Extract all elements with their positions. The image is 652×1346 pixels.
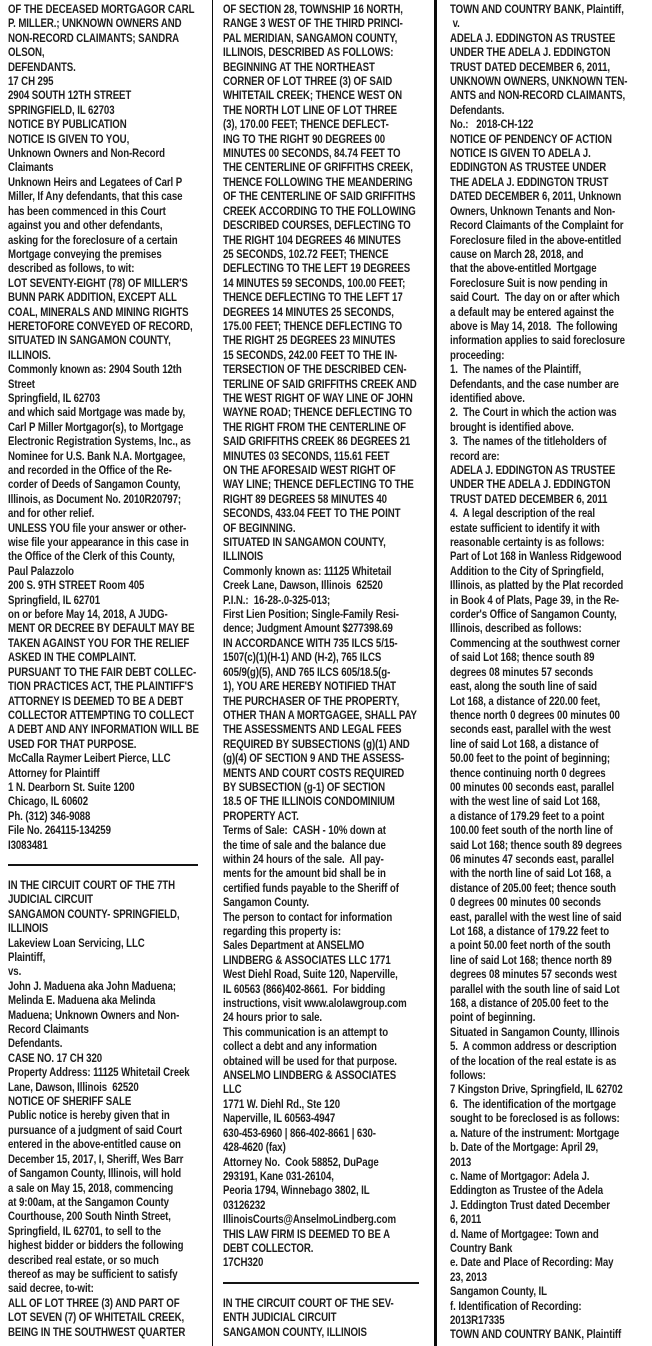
notice-line: Lakeview Loan Servicing, LLC <box>8 937 145 950</box>
notice-line: in Book 4 of Plats, Page 39, in the Re- <box>450 594 620 607</box>
notice-line: 1507(c)(1)(H-1) AND (H-2), 765 ILCS <box>223 652 382 665</box>
notice-line: 605/9(g)(5), AND 765 ILCS 605/18.5(g- <box>223 666 391 679</box>
notice-line: ENTH JUDICIAL CIRCUIT <box>223 1312 337 1325</box>
notice-line: IL 60563 (866)402-8661. For bidding <box>223 983 386 996</box>
notice-line: SPRINGFIELD, IL 62703 <box>8 104 115 117</box>
notice-line: 2013R17335 <box>450 1314 505 1327</box>
notice-line: Sangamon County. <box>223 897 309 910</box>
notice-line: DEFENDANTS. <box>8 61 76 74</box>
notice-line: P. MILLER.; UNKNOWN OWNERS AND <box>8 18 182 31</box>
notice-line: 03126232 <box>223 1199 266 1212</box>
notice-line: and recorded in the Office of the Re- <box>8 465 172 477</box>
notice-line: corder's Office of Sangamon County, <box>450 609 617 622</box>
notice-line: Public notice is hereby given that in <box>8 1110 170 1123</box>
notice-line: v. <box>450 18 460 31</box>
notice-line: SITUATED IN SANGAMON COUNTY, <box>223 537 386 550</box>
notice-line: Ph. (312) 346-9088 <box>8 810 91 823</box>
notice-line: a distance of 179.29 feet to a point <box>450 810 605 823</box>
notice-line: ILLINOIS <box>8 923 49 936</box>
notice-line: ADELA J. EDDINGTON AS TRUSTEE <box>450 465 616 477</box>
notice-line: P.I.N.: 16-28-.0-325-013; <box>223 594 331 607</box>
notice-line: Foreclosure filed in the above-entitled <box>450 234 622 247</box>
notice-line: 17 CH 295 <box>8 76 54 89</box>
notice-line: line of said Lot 168; thence north 89 <box>450 954 612 967</box>
notice-line: said Court. The day on or after which <box>450 292 620 305</box>
notice-line: entered in the above-entitled cause on <box>8 1139 181 1152</box>
notice-line: OTHER THAN A MORTGAGEE, SHALL PAY <box>223 709 417 722</box>
notice-line: OF THE CENTERLINE OF SAID GRIFFITHS <box>223 191 416 204</box>
notice-line: SANGAMON COUNTY, ILLINOIS <box>223 1326 367 1339</box>
notice-line: Attorney No. Cook 58852, DuPage <box>223 1156 379 1169</box>
notice-line: CREEK ACCORDING TO THE FOLLOWING <box>223 205 416 218</box>
notice-divider <box>8 864 198 866</box>
notice-line: MENT OR DECREE BY DEFAULT MAY BE <box>8 623 195 636</box>
notice-line: asking for the foreclosure of a certain <box>8 234 178 247</box>
notice-line: DEBT COLLECTOR. <box>223 1242 314 1255</box>
notice-line: with the west line of said Lot 168, <box>450 796 601 809</box>
notice-line: OLSON, <box>8 47 45 60</box>
notice-line: THE NORTH LOT LINE OF LOT THREE <box>223 104 397 117</box>
notice-line: TERSECTION OF THE DESCRIBED CEN- <box>223 364 407 377</box>
notice-line: 24 hours prior to sale. <box>223 1012 323 1025</box>
notice-line: said decree, to-wit: <box>8 1283 94 1296</box>
notice-line: above is May 14, 2018. The following <box>450 320 618 333</box>
notice-line: THE PURCHASER OF THE PROPERTY, <box>223 695 400 708</box>
notice-line: Attorney for Plaintiff <box>8 767 100 780</box>
notice-line: ASKED IN THE COMPLAINT. <box>8 652 136 665</box>
notice-line: THE WEST RIGHT OF WAY LINE OF JOHN <box>223 392 413 405</box>
notice-line: at 9:00am, at the Sangamon County <box>8 1196 169 1209</box>
notice-line: thence north 0 degrees 00 minutes 00 <box>450 709 620 722</box>
notice-line: RIGHT 89 DEGREES 58 MINUTES 40 <box>223 493 387 506</box>
notice-line: TOWN AND COUNTRY BANK, Plaintiff, <box>450 4 624 16</box>
notice-line: USED FOR THAT PURPOSE. <box>8 738 137 751</box>
notice-line: First Lien Position; Single-Family Resi- <box>223 609 399 622</box>
notice-line: EDDINGTON AS TRUSTEE UNDER <box>450 162 607 175</box>
notice-line: against you and other defendants, <box>8 220 163 233</box>
notice-line: Commencing at the southwest corner <box>450 637 620 650</box>
notice-line: of Sangamon County, Illinois, will hold <box>8 1168 182 1181</box>
notice-line: 0 degrees 00 minutes 00 seconds <box>450 897 601 910</box>
notice-line: UNDER THE ADELA J. EDDINGTON <box>450 479 611 492</box>
notice-line: ILLINOIS <box>223 551 264 564</box>
notice-line: a point 50.00 feet north of the south <box>450 940 611 953</box>
notice-line: 100.00 feet south of the north line of <box>450 825 613 838</box>
notice-line: Addition to the City of Springfield, <box>450 565 604 578</box>
notice-column-3 <box>437 0 652 1346</box>
notice-line: Eddington as Trustee of the Adela <box>450 1185 604 1198</box>
notice-line: 6, 2011 <box>450 1214 482 1227</box>
notice-line: described as follows, to wit: <box>8 263 135 276</box>
notice-line: Commonly known as: 2904 South 12th <box>8 364 182 377</box>
notice-line: described real estate, or so much <box>8 1254 159 1267</box>
notice-line: collect a debt and any information <box>223 1041 377 1054</box>
notice-line: TAKEN AGAINST YOU FOR THE RELIEF <box>8 637 190 650</box>
notice-line: BY SUBSECTION (g-1) OF SECTION <box>223 781 386 794</box>
notice-line: 1. The names of the Plaintiff, <box>450 364 582 377</box>
notice-line: ATTORNEY IS DEEMED TO BE A DEBT <box>8 695 184 708</box>
notice-line: with the north line of said Lot 168, a <box>450 868 612 881</box>
notice-line: 3. The names of the titleholders of <box>450 436 607 449</box>
notice-line: BEGINNING AT THE NORTHEAST <box>223 61 375 74</box>
notice-line: ANTS and NON-RECORD CLAIMANTS, <box>450 90 626 103</box>
notice-line: TERLINE OF SAID GRIFFITHS CREEK AND <box>223 378 417 391</box>
notice-line: THENCE FOLLOWING THE MEANDERING <box>223 176 413 189</box>
notice-line: a default may be entered against the <box>450 306 614 319</box>
notice-line: (3), 170.00 FEET; THENCE DEFLECT- <box>223 119 389 132</box>
notice-line: No.: 2018-CH-122 <box>450 119 534 132</box>
notice-line: MINUTES 00 SECONDS, 84.74 FEET TO <box>223 148 401 161</box>
notice-line: and which said Mortgage was made by, <box>8 407 186 420</box>
notice-line: 7 Kingston Drive, Springfield, IL 62702 <box>450 1084 623 1097</box>
notice-line: 1 N. Dearborn St. Suite 1200 <box>8 781 135 794</box>
notice-line: 2013 <box>450 1156 472 1169</box>
notice-line: f. Identification of Recording: <box>450 1300 582 1313</box>
notice-line: Chicago, IL 60602 <box>8 796 89 809</box>
notice-line: A DEBT AND ANY INFORMATION WILL BE <box>8 724 199 737</box>
notice-line: Creek Lane, Dawson, Illinois 62520 <box>223 580 383 593</box>
notice-line: thence continuing north 0 degrees <box>450 767 606 780</box>
notice-line: LOT SEVENTY-EIGHT (78) OF MILLER'S <box>8 277 188 290</box>
notice-line: Unknown Heirs and Legatees of Carl P <box>8 176 183 189</box>
notice-line: This communication is an attempt to <box>223 1026 389 1039</box>
notice-line: information applies to said foreclosure <box>450 335 625 348</box>
notice-line: UNDER THE ADELA J. EDDINGTON <box>450 47 611 60</box>
notice-line: SECONDS, 433.04 FEET TO THE POINT <box>223 508 401 521</box>
notice-line: 428-4620 (fax) <box>223 1142 286 1155</box>
notice-line: MINUTES 03 SECONDS, 115.61 FEET <box>223 450 390 463</box>
notice-line: of said Lot 168; thence south 89 <box>450 652 595 665</box>
notice-line: PROPERTY ACT. <box>223 810 299 823</box>
notice-line: Part of Lot 168 in Wanless Ridgewood <box>450 551 622 564</box>
notice-line: DATED DECEMBER 6, 2011, Unknown <box>450 191 622 204</box>
notice-line: Defendants. <box>450 104 505 117</box>
notice-line: TRUST DATED DECEMBER 6, 2011 <box>450 493 608 506</box>
notice-line: Paul Palazzolo <box>8 565 74 578</box>
notice-line: IllinoisCourts@AnselmoLindberg.com <box>223 1214 396 1227</box>
notice-line: degrees 08 minutes 57 seconds west <box>450 969 617 982</box>
notice-line: reasonable certainty is as follows: <box>450 537 605 550</box>
notice-line: point of beginning. <box>450 1012 536 1025</box>
notice-line: 6. The identification of the mortgage <box>450 1098 616 1111</box>
notice-line: Springfield, IL 62703 <box>8 392 101 405</box>
notice-line: a. Nature of the instrument: Mortgage <box>450 1127 620 1140</box>
notice-line: SITUATED IN SANGAMON COUNTY, <box>8 335 171 348</box>
notice-line: December 15, 2017, I, Sheriff, Wes Barr <box>8 1153 184 1166</box>
notice-line: Terms of Sale: CASH - 10% down at <box>223 825 386 838</box>
notice-line: brought is identified above. <box>450 421 574 434</box>
notice-line: highest bidder or bidders the following <box>8 1240 184 1253</box>
notice-line: Defendants. <box>8 1038 63 1051</box>
notice-line: McCalla Raymer Leibert Pierce, LLC <box>8 753 171 766</box>
notice-line: DESCRIBED COURSES, DEFLECTING TO <box>223 220 411 233</box>
notice-line: ANSELMO LINDBERG & ASSOCIATES <box>223 1070 397 1083</box>
notice-line: Illinois, described as follows: <box>450 623 582 636</box>
notice-line: COLLECTOR ATTEMPTING TO COLLECT <box>8 709 194 722</box>
notice-line: THENCE DEFLECTING TO THE LEFT 17 <box>223 292 403 305</box>
notice-line: identified above. <box>450 392 525 405</box>
notice-line: a sale on May 15, 2018, commencing <box>8 1182 174 1195</box>
notice-line: said Lot 168; thence south 89 degrees <box>450 839 622 852</box>
notice-line: 4. A legal description of the real <box>450 508 596 521</box>
notice-line: THE ASSESSMENTS AND LEGAL FEES <box>223 724 402 737</box>
notice-line: Illinois, as Document No. 2010R20797; <box>8 493 181 506</box>
notice-block <box>223 1297 427 1340</box>
notice-line: dence; Judgment Amount $277398.69 <box>223 623 393 636</box>
notice-line: pursuance of a judgment of said Court <box>8 1124 183 1137</box>
notice-line: e. Date and Place of Recording: May <box>450 1257 614 1270</box>
notice-line: CASE NO. 17 CH 320 <box>8 1052 103 1065</box>
notice-line: Electronic Registration Systems, Inc., as <box>8 436 191 449</box>
notice-line: 168, a distance of 205.00 feet to the <box>450 998 609 1011</box>
notice-line: obtained will be used for that purpose. <box>223 1055 397 1068</box>
notice-line: PURSUANT TO THE FAIR DEBT COLLEC- <box>8 666 197 679</box>
notice-line: TOWN AND COUNTRY BANK, Plaintiff <box>450 1329 622 1342</box>
notice-line: OF THE DECEASED MORTGAGOR CARL <box>8 4 195 16</box>
notice-line: of the location of the real estate is as <box>450 1055 617 1068</box>
notice-line: Country Bank <box>450 1242 513 1255</box>
notice-line: IN THE CIRCUIT COURT OF THE SEV- <box>223 1297 394 1310</box>
notice-line: REQUIRED BY SUBSECTIONS (g)(1) AND <box>223 738 410 751</box>
notice-line: Record Claimants <box>8 1024 89 1037</box>
notice-line: West Diehl Road, Suite 120, Naperville, <box>223 969 398 982</box>
notice-line: 14 MINUTES 59 SECONDS, 100.00 FEET; <box>223 277 406 290</box>
notice-line: UNLESS YOU file your answer or other- <box>8 522 187 535</box>
notice-line: Naperville, IL 60563-4947 <box>223 1113 336 1126</box>
notice-line: ING TO THE RIGHT 90 DEGREES 00 <box>223 133 386 146</box>
notice-line: PAL MERIDIAN, SANGAMON COUNTY, <box>223 32 398 45</box>
notice-line: BEING IN THE SOUTHWEST QUARTER <box>8 1326 186 1339</box>
notice-line: IN THE CIRCUIT COURT OF THE 7TH <box>8 879 175 892</box>
notice-line: I3083481 <box>8 839 48 852</box>
notice-line: ments for the amount bid shall be in <box>223 868 386 881</box>
notice-line: LLC <box>223 1084 242 1097</box>
notice-column-2 <box>213 0 437 1346</box>
notice-line: THE ADELA J. EDDINGTON TRUST <box>450 176 609 189</box>
notice-line: ON THE AFORESAID WEST RIGHT OF <box>223 465 396 477</box>
notice-line: 17CH320 <box>223 1257 264 1270</box>
notice-line: within 24 hours of the sale. All pay- <box>223 853 384 866</box>
notice-line: ILLINOIS, DESCRIBED AS FOLLOWS: <box>223 47 394 60</box>
notice-line: THIS LAW FIRM IS DEEMED TO BE A <box>223 1228 390 1241</box>
notice-column-1 <box>0 0 213 1346</box>
notice-line: Owners, Unknown Tenants and Non- <box>450 205 616 218</box>
notice-line: 1771 W. Diehl Rd., Ste 120 <box>223 1098 341 1111</box>
notice-line: that the above-entitled Mortgage <box>450 263 597 276</box>
notice-line: THE CENTERLINE OF GRIFFITHS CREEK, <box>223 162 413 175</box>
notice-line: Carl P Miller Mortgagor(s), to Mortgage <box>8 421 184 434</box>
notice-block <box>450 3 647 1343</box>
notice-line: Springfield, IL 62701 <box>8 594 101 607</box>
notice-line: Commonly known as: 11125 Whitetail <box>223 565 392 578</box>
notice-line: Springfield, IL 62701, to sell to the <box>8 1225 161 1238</box>
notice-line: IN ACCORDANCE WITH 735 ILCS 5/15- <box>223 637 398 650</box>
notice-line: Record Claimants of the Complaint for <box>450 220 624 233</box>
notice-line: 18.5 OF THE ILLINOIS CONDOMINIUM <box>223 796 395 809</box>
notice-line: The person to contact for information <box>223 911 393 924</box>
notice-line: 293191, Kane 031-26104, <box>223 1170 334 1183</box>
notice-block <box>8 3 205 853</box>
notice-line: corder of Deeds of Sangamon County, <box>8 479 181 492</box>
notice-line: Plaintiff, <box>8 952 46 964</box>
notice-line: ILLINOIS. <box>8 349 51 362</box>
notice-line: Property Address: 11125 Whitetail Creek <box>8 1067 190 1080</box>
notice-line: 06 minutes 47 seconds east, parallel <box>450 853 614 866</box>
notice-line: ADELA J. EDDINGTON AS TRUSTEE <box>450 32 616 45</box>
notice-line: 15 SECONDS, 242.00 FEET TO THE IN- <box>223 349 398 362</box>
notice-divider <box>223 1282 419 1284</box>
notice-line: seconds east, parallel with the west <box>450 724 611 737</box>
notice-line: OF SECTION 28, TOWNSHIP 16 NORTH, <box>223 4 403 16</box>
notice-line: 2904 SOUTH 12TH STREET <box>8 90 132 103</box>
notice-line: certified funds payable to the Sheriff of <box>223 882 399 895</box>
notice-line: Lot 168, a distance of 220.00 feet, <box>450 695 601 708</box>
notice-line: record are: <box>450 450 500 463</box>
notice-line: 25 SECONDS, 102.72 FEET; THENCE <box>223 248 389 261</box>
notice-line: COAL, MINERALS AND MINING RIGHTS <box>8 306 189 319</box>
notice-line: Lot 168, a distance of 179.22 feet to <box>450 926 610 938</box>
notice-line: cause on March 28, 2018, and <box>450 248 584 261</box>
notice-line: Unknown Owners and Non-Record <box>8 148 165 161</box>
notice-line: NOTICE OF SHERIFF SALE <box>8 1096 132 1109</box>
notice-line: Situated in Sangamon County, Illinois <box>450 1026 620 1039</box>
notice-line: degrees 08 minutes 57 seconds <box>450 666 594 679</box>
notice-line: Maduena; Unknown Owners and Non- <box>8 1009 180 1022</box>
notice-line: parallel with the south line of said Lot <box>450 983 620 996</box>
notice-line: d. Name of Mortgagee: Town and <box>450 1228 599 1241</box>
notice-block <box>8 879 205 1340</box>
notice-line: sought to be foreclosed is as follows: <box>450 1113 620 1126</box>
notice-line: thereof as may be sufficient to satisfy <box>8 1268 178 1281</box>
notice-line: Foreclosure Suit is now pending in <box>450 277 608 290</box>
notice-line: NOTICE IS GIVEN TO ADELA J. <box>450 148 591 161</box>
notice-line: THE RIGHT 25 DEGREES 23 MINUTES <box>223 335 396 348</box>
notice-line: Claimants <box>8 162 54 175</box>
notice-line: Melinda E. Maduena aka Melinda <box>8 995 156 1008</box>
notice-line: Miller, If Any defendants, that this case <box>8 191 183 204</box>
notice-line: Peoria 1794, Winnebago 3802, IL <box>223 1185 370 1198</box>
notice-line: follows: <box>450 1070 486 1083</box>
notice-line: DEGREES 14 MINUTES 25 SECONDS, <box>223 306 394 319</box>
notice-line: NOTICE BY PUBLICATION <box>8 119 127 132</box>
notice-line: LINDBERG & ASSOCIATES LLC 1771 <box>223 954 391 967</box>
notice-line: THE RIGHT FROM THE CENTERLINE OF <box>223 421 407 434</box>
notice-line: (g)(4) OF SECTION 9 AND THE ASSESS- <box>223 753 404 766</box>
notice-line: Sales Department at ANSELMO <box>223 940 365 953</box>
notice-line: east, along the south line of said <box>450 681 597 694</box>
notice-line: c. Name of Mortgagor: Adela J. <box>450 1170 590 1183</box>
notice-line: File No. 264115-134259 <box>8 825 111 838</box>
notice-line: HERETOFORE CONVEYED OF RECORD, <box>8 320 193 333</box>
notice-line: Street <box>8 378 35 391</box>
notice-line: 5. A common address or description <box>450 1041 617 1054</box>
notice-line: Defendants, and the case number are <box>450 378 619 391</box>
notice-line: DEFLECTING TO THE LEFT 19 DEGREES <box>223 263 411 276</box>
notice-line: b. Date of the Mortgage: April 29, <box>450 1142 599 1155</box>
notice-line: Mortgage conveying the premises <box>8 248 162 261</box>
notice-line: proceeding: <box>450 349 505 362</box>
notice-line: Courthouse, 200 South Ninth Street, <box>8 1211 171 1224</box>
notice-line: vs. <box>8 966 22 979</box>
notice-line: SANGAMON COUNTY- SPRINGFIELD, <box>8 908 180 921</box>
notice-line: TRUST DATED DECEMBER 6, 2011, <box>450 61 611 74</box>
notice-line: UNKNOWN OWNERS, UNKNOWN TEN- <box>450 76 628 89</box>
notice-line: 200 S. 9TH STREET Room 405 <box>8 580 145 593</box>
notice-line: NOTICE IS GIVEN TO YOU, <box>8 133 130 146</box>
notice-line: 175.00 FEET; THENCE DEFLECTING TO <box>223 320 403 333</box>
notice-line: wise file your appearance in this case in <box>8 537 189 550</box>
notice-line: 00 minutes 00 seconds east, parallel <box>450 781 614 794</box>
notice-line: 1), YOU ARE HEREBY NOTIFIED THAT <box>223 681 397 694</box>
notice-line: J. Eddington Trust dated December <box>450 1199 610 1212</box>
notice-line: east, parallel with the west line of said <box>450 911 622 924</box>
notice-line: WAYNE ROAD; THENCE DEFLECTING TO <box>223 407 412 420</box>
notice-block <box>223 3 427 1271</box>
notice-line: estate sufficient to identify it with <box>450 522 600 535</box>
notice-line: John J. Maduena aka John Maduena; <box>8 980 176 993</box>
notice-line: Nominee for U.S. Bank N.A. Mortgagee, <box>8 450 186 463</box>
notice-line: WHITETAIL CREEK; THENCE WEST ON <box>223 90 402 103</box>
notice-line: OF BEGINNING. <box>223 522 296 535</box>
notice-line: has been commenced in this Court <box>8 205 166 218</box>
notice-line: line of said Lot 168, a distance of <box>450 738 599 751</box>
notice-line: THE RIGHT 104 DEGREES 46 MINUTES <box>223 234 401 247</box>
notice-line: WAY LINE; THENCE DEFLECTING TO THE <box>223 479 414 492</box>
notice-line: MENTS AND COURT COSTS REQUIRED <box>223 767 405 780</box>
notice-line: LOT SEVEN (7) OF WHITETAIL CREEK, <box>8 1312 185 1325</box>
notice-line: and for other relief. <box>8 508 95 521</box>
notice-line: SAID GRIFFITHS CREEK 86 DEGREES 21 <box>223 436 411 449</box>
notice-line: TION PRACTICES ACT, THE PLAINTIFF'S <box>8 681 194 694</box>
notice-line: RANGE 3 WEST OF THE THIRD PRINCI- <box>223 18 403 31</box>
notice-line: on or before May 14, 2018, A JUDG- <box>8 609 168 622</box>
notice-line: Illinois, as platted by the Plat recorded <box>450 580 624 593</box>
notice-line: Lane, Dawson, Illinois 62520 <box>8 1081 139 1094</box>
notice-line: the Office of the Clerk of this County, <box>8 551 175 564</box>
notice-line: ALL OF LOT THREE (3) AND PART OF <box>8 1297 180 1310</box>
notice-line: the time of sale and the balance due <box>223 839 386 852</box>
notice-line: NON-RECORD CLAIMANTS; SANDRA <box>8 32 179 45</box>
notice-line: Sangamon County, IL <box>450 1286 547 1299</box>
notice-line: instructions, visit www.alolawgroup.com <box>223 998 407 1011</box>
notice-line: 23, 2013 <box>450 1271 487 1284</box>
notice-line: BUNN PARK ADDITION, EXCEPT ALL <box>8 292 177 305</box>
notice-line: 2. The Court in which the action was <box>450 407 617 420</box>
notice-line: NOTICE OF PENDENCY OF ACTION <box>450 133 612 146</box>
notice-line: 630-453-6960 | 866-402-8661 | 630- <box>223 1127 376 1140</box>
notice-line: distance of 205.00 feet; thence south <box>450 882 616 895</box>
notice-line: CORNER OF LOT THREE (3) OF SAID <box>223 76 393 89</box>
notice-line: 50.00 feet to the point of beginning; <box>450 753 611 766</box>
notice-line: JUDICIAL CIRCUIT <box>8 894 93 907</box>
notice-line: regarding this property is: <box>223 926 341 938</box>
